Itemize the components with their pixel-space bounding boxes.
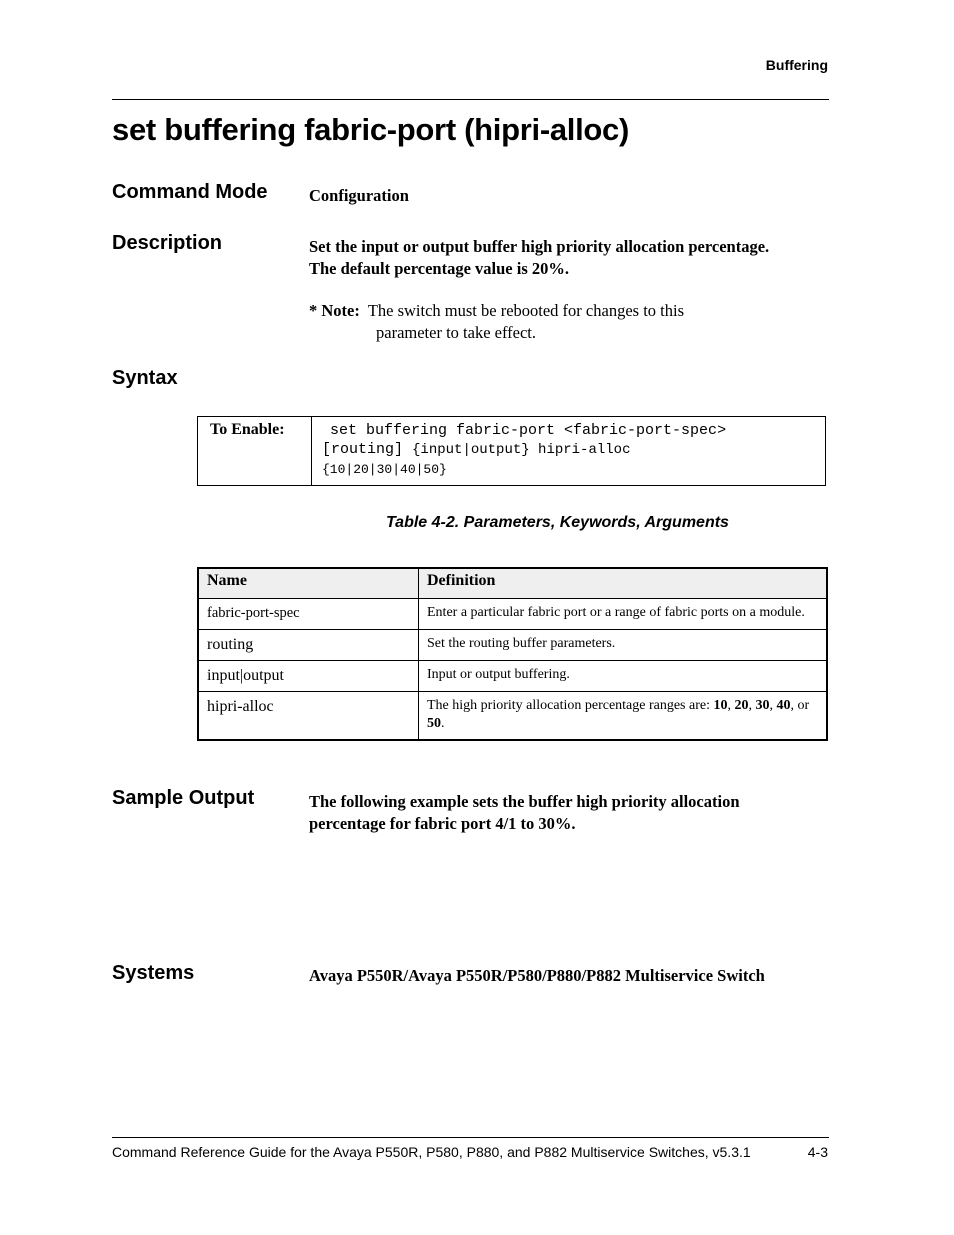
syntax-table [197, 416, 826, 486]
systems-label: Systems [112, 962, 195, 984]
note-text-2: parameter to take effect. [376, 322, 537, 342]
page-number: 4-3 [807, 1144, 828, 1160]
note [309, 300, 789, 343]
param-definition: Enter a particular fabric port or a range of fabric ports on a module. [419, 599, 828, 630]
table-row [198, 630, 827, 661]
command-mode-label: Command Mode [112, 181, 268, 203]
syntax-cmd-line-2 [322, 440, 817, 460]
value-40: 40 [776, 698, 791, 713]
param-definition: Set the routing buffer parameters. [419, 630, 828, 661]
syntax-routing: [routing] [322, 441, 404, 458]
terminator: . [441, 716, 445, 731]
table-header-row [198, 568, 827, 599]
value-20: 20 [734, 698, 749, 713]
value-50: 50 [427, 716, 441, 731]
separator-or: , or [790, 698, 810, 713]
value-10: 10 [713, 698, 728, 713]
command-mode-value: Configuration [309, 186, 409, 205]
note-text-1: The switch must be rebooted for changes to this [367, 301, 684, 320]
separator: , [769, 698, 777, 713]
separator: , [727, 698, 735, 713]
running-head: Buffering [765, 57, 828, 73]
header-rule [112, 99, 829, 100]
table-caption: Table 4-2. Parameters, Keywords, Arguments [386, 514, 729, 531]
footer-rule [112, 1137, 829, 1138]
description-label: Description [112, 232, 223, 254]
footer-text: Command Reference Guide for the Avaya P550R, P580, P880, and P882 Multiservice Switches, v5.3.1 [112, 1144, 751, 1160]
value-30: 30 [755, 698, 770, 713]
param-name: routing [198, 630, 419, 661]
sample-output-label: Sample Output [112, 787, 255, 809]
page-title: set buffering fabric-port (hipri-alloc) [112, 112, 630, 147]
param-name: hipri-alloc [198, 692, 419, 741]
table-row [198, 599, 827, 630]
table-row [198, 692, 827, 741]
definition-prefix: The high priority allocation percentage ranges are: [427, 698, 714, 713]
syntax-cmd-line-1: set buffering fabric-port <fabric-port-spec> [330, 422, 727, 439]
syntax-row [198, 417, 826, 486]
syntax-row-label: To Enable: [198, 417, 312, 486]
syntax-cmd-line-3: {10|20|30|40|50} [322, 462, 447, 477]
syntax-command [312, 417, 826, 486]
parameters-table [197, 567, 828, 741]
note-line-1 [309, 300, 789, 322]
description-text: Set the input or output buffer high priority allocation percentage. The default percentage value is 20%. [309, 237, 770, 278]
param-definition: Input or output buffering. [419, 661, 828, 692]
column-header-name: Name [198, 568, 419, 599]
table-row [198, 661, 827, 692]
systems-text: Avaya P550R/Avaya P550R/P580/P880/P882 Multiservice Switch [309, 966, 765, 985]
separator: , [748, 698, 756, 713]
param-name: fabric-port-spec [198, 599, 419, 630]
column-header-definition: Definition [419, 568, 828, 599]
param-definition [419, 692, 828, 741]
syntax-label: Syntax [112, 367, 178, 389]
syntax-input-output: {input|output} hipri-alloc [412, 442, 631, 458]
note-label: * Note: [309, 301, 360, 320]
param-name: input|output [198, 661, 419, 692]
sample-output-text: The following example sets the buffer high priority allocation percentage for fabric port 4/1 to 30%. [309, 792, 740, 833]
